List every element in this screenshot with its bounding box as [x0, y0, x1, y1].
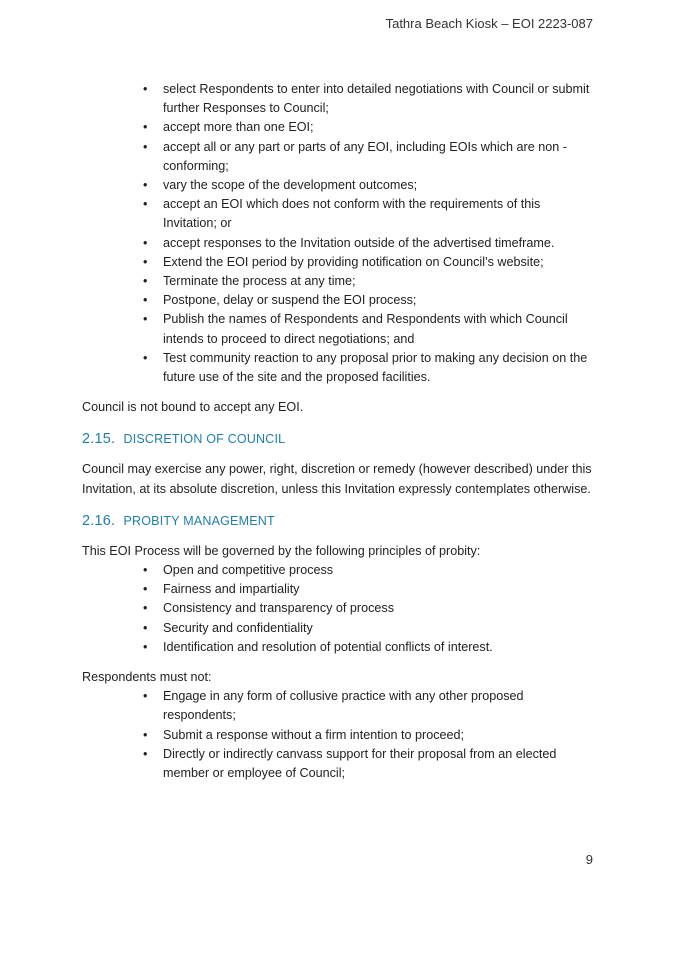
bullet-icon: •	[143, 350, 148, 365]
list-item	[143, 726, 597, 745]
list-item	[143, 310, 597, 348]
permissions-list	[82, 80, 597, 387]
bullet-icon: •	[143, 620, 148, 635]
bullet-icon: •	[143, 254, 148, 269]
bullet-icon: •	[143, 82, 148, 96]
bullet-icon: •	[143, 582, 148, 597]
bullet-icon: •	[143, 563, 148, 578]
list-item-text: accept more than one EOI;	[163, 120, 314, 135]
list-item	[143, 234, 597, 253]
list-item-text: Consistency and transparency of process	[163, 601, 395, 616]
section-number: 2.16.	[82, 512, 116, 529]
bullet-icon: •	[143, 727, 148, 742]
list-item	[143, 745, 597, 783]
list-item-text: accept responses to the Invitation outside of the advertised timeframe.	[163, 235, 555, 250]
list-item	[143, 253, 597, 272]
list-item	[143, 272, 597, 291]
bullet-icon: •	[143, 601, 148, 616]
bullet-icon: •	[143, 139, 148, 154]
list-item	[143, 687, 597, 725]
list-item	[143, 80, 597, 118]
page-content	[82, 80, 597, 783]
bullet-icon: •	[143, 746, 148, 761]
bullet-icon: •	[143, 639, 148, 654]
list-item	[143, 638, 597, 657]
section-heading-discretion	[82, 429, 597, 449]
section-title: PROBITY MANAGEMENT	[123, 513, 275, 528]
bullet-icon: •	[143, 178, 148, 193]
list-item-text: Publish the names of Respondents and Respondents with which Council intends to proceed to direct negotiations; and	[163, 312, 568, 346]
must-not-list	[82, 687, 597, 783]
page-number: 9	[585, 852, 593, 867]
bullet-icon: •	[143, 120, 148, 135]
list-item-text: Submit a response without a firm intention to proceed;	[163, 727, 465, 742]
list-item-text: Identification and resolution of potential conflicts of interest.	[163, 639, 493, 654]
list-item	[143, 349, 597, 387]
list-item	[143, 118, 597, 137]
list-item-text: Terminate the process at any time;	[163, 274, 356, 289]
list-item-text: accept an EOI which does not conform with the requirements of this Invitation; or	[163, 197, 541, 231]
probity-intro: This EOI Process will be governed by the following principles of probity:	[82, 543, 481, 558]
section-heading-probity	[82, 511, 597, 531]
bullet-icon: •	[143, 197, 148, 212]
list-item-text: Security and confidentiality	[163, 620, 313, 635]
bullet-icon: •	[143, 274, 148, 289]
list-item	[143, 195, 597, 233]
list-item-text: accept all or any part or parts of any EOI, including EOIs which are non - conforming;	[163, 139, 567, 173]
list-item	[143, 619, 597, 638]
list-item-text: Directly or indirectly canvass support for their proposal from an elected member or employee of Council;	[163, 746, 557, 781]
page-header: Tathra Beach Kiosk – EOI 2223-087	[385, 16, 593, 31]
list-item-text: Engage in any form of collusive practice with any other proposed respondents;	[163, 689, 524, 723]
list-item-text: select Respondents to enter into detailed negotiations with Council or submit further Responses to Council;	[163, 82, 590, 116]
list-item-text: Extend the EOI period by providing notification on Council’s website;	[163, 254, 544, 269]
list-item	[143, 176, 597, 195]
list-item-text: Open and competitive process	[163, 563, 334, 578]
list-item	[143, 561, 597, 580]
list-item	[143, 138, 597, 176]
discretion-paragraph: Council may exercise any power, right, discretion or remedy (however described) under this Invitation, at its absolute discretion, unless this Invitation expressly contemplates otherwise.	[82, 462, 592, 496]
list-item-text: vary the scope of the development outcomes;	[163, 178, 418, 193]
section-title: DISCRETION OF COUNCIL	[123, 432, 286, 447]
probity-principles-list	[82, 561, 597, 657]
list-item	[143, 599, 597, 618]
section-number: 2.15.	[82, 431, 116, 448]
list-item-text: Fairness and impartiality	[163, 582, 300, 597]
list-item	[143, 291, 597, 310]
list-item-text: Postpone, delay or suspend the EOI process;	[163, 293, 417, 308]
list-item-text: Test community reaction to any proposal prior to making any decision on the future use of the site and the proposed facilities.	[163, 350, 588, 385]
bullet-icon: •	[143, 235, 148, 250]
bullet-icon: •	[143, 312, 148, 327]
bullet-icon: •	[143, 293, 148, 308]
list-item	[143, 580, 597, 599]
must-not-intro: Respondents must not:	[82, 670, 212, 685]
not-bound-paragraph: Council is not bound to accept any EOI.	[82, 400, 304, 415]
bullet-icon: •	[143, 689, 148, 704]
